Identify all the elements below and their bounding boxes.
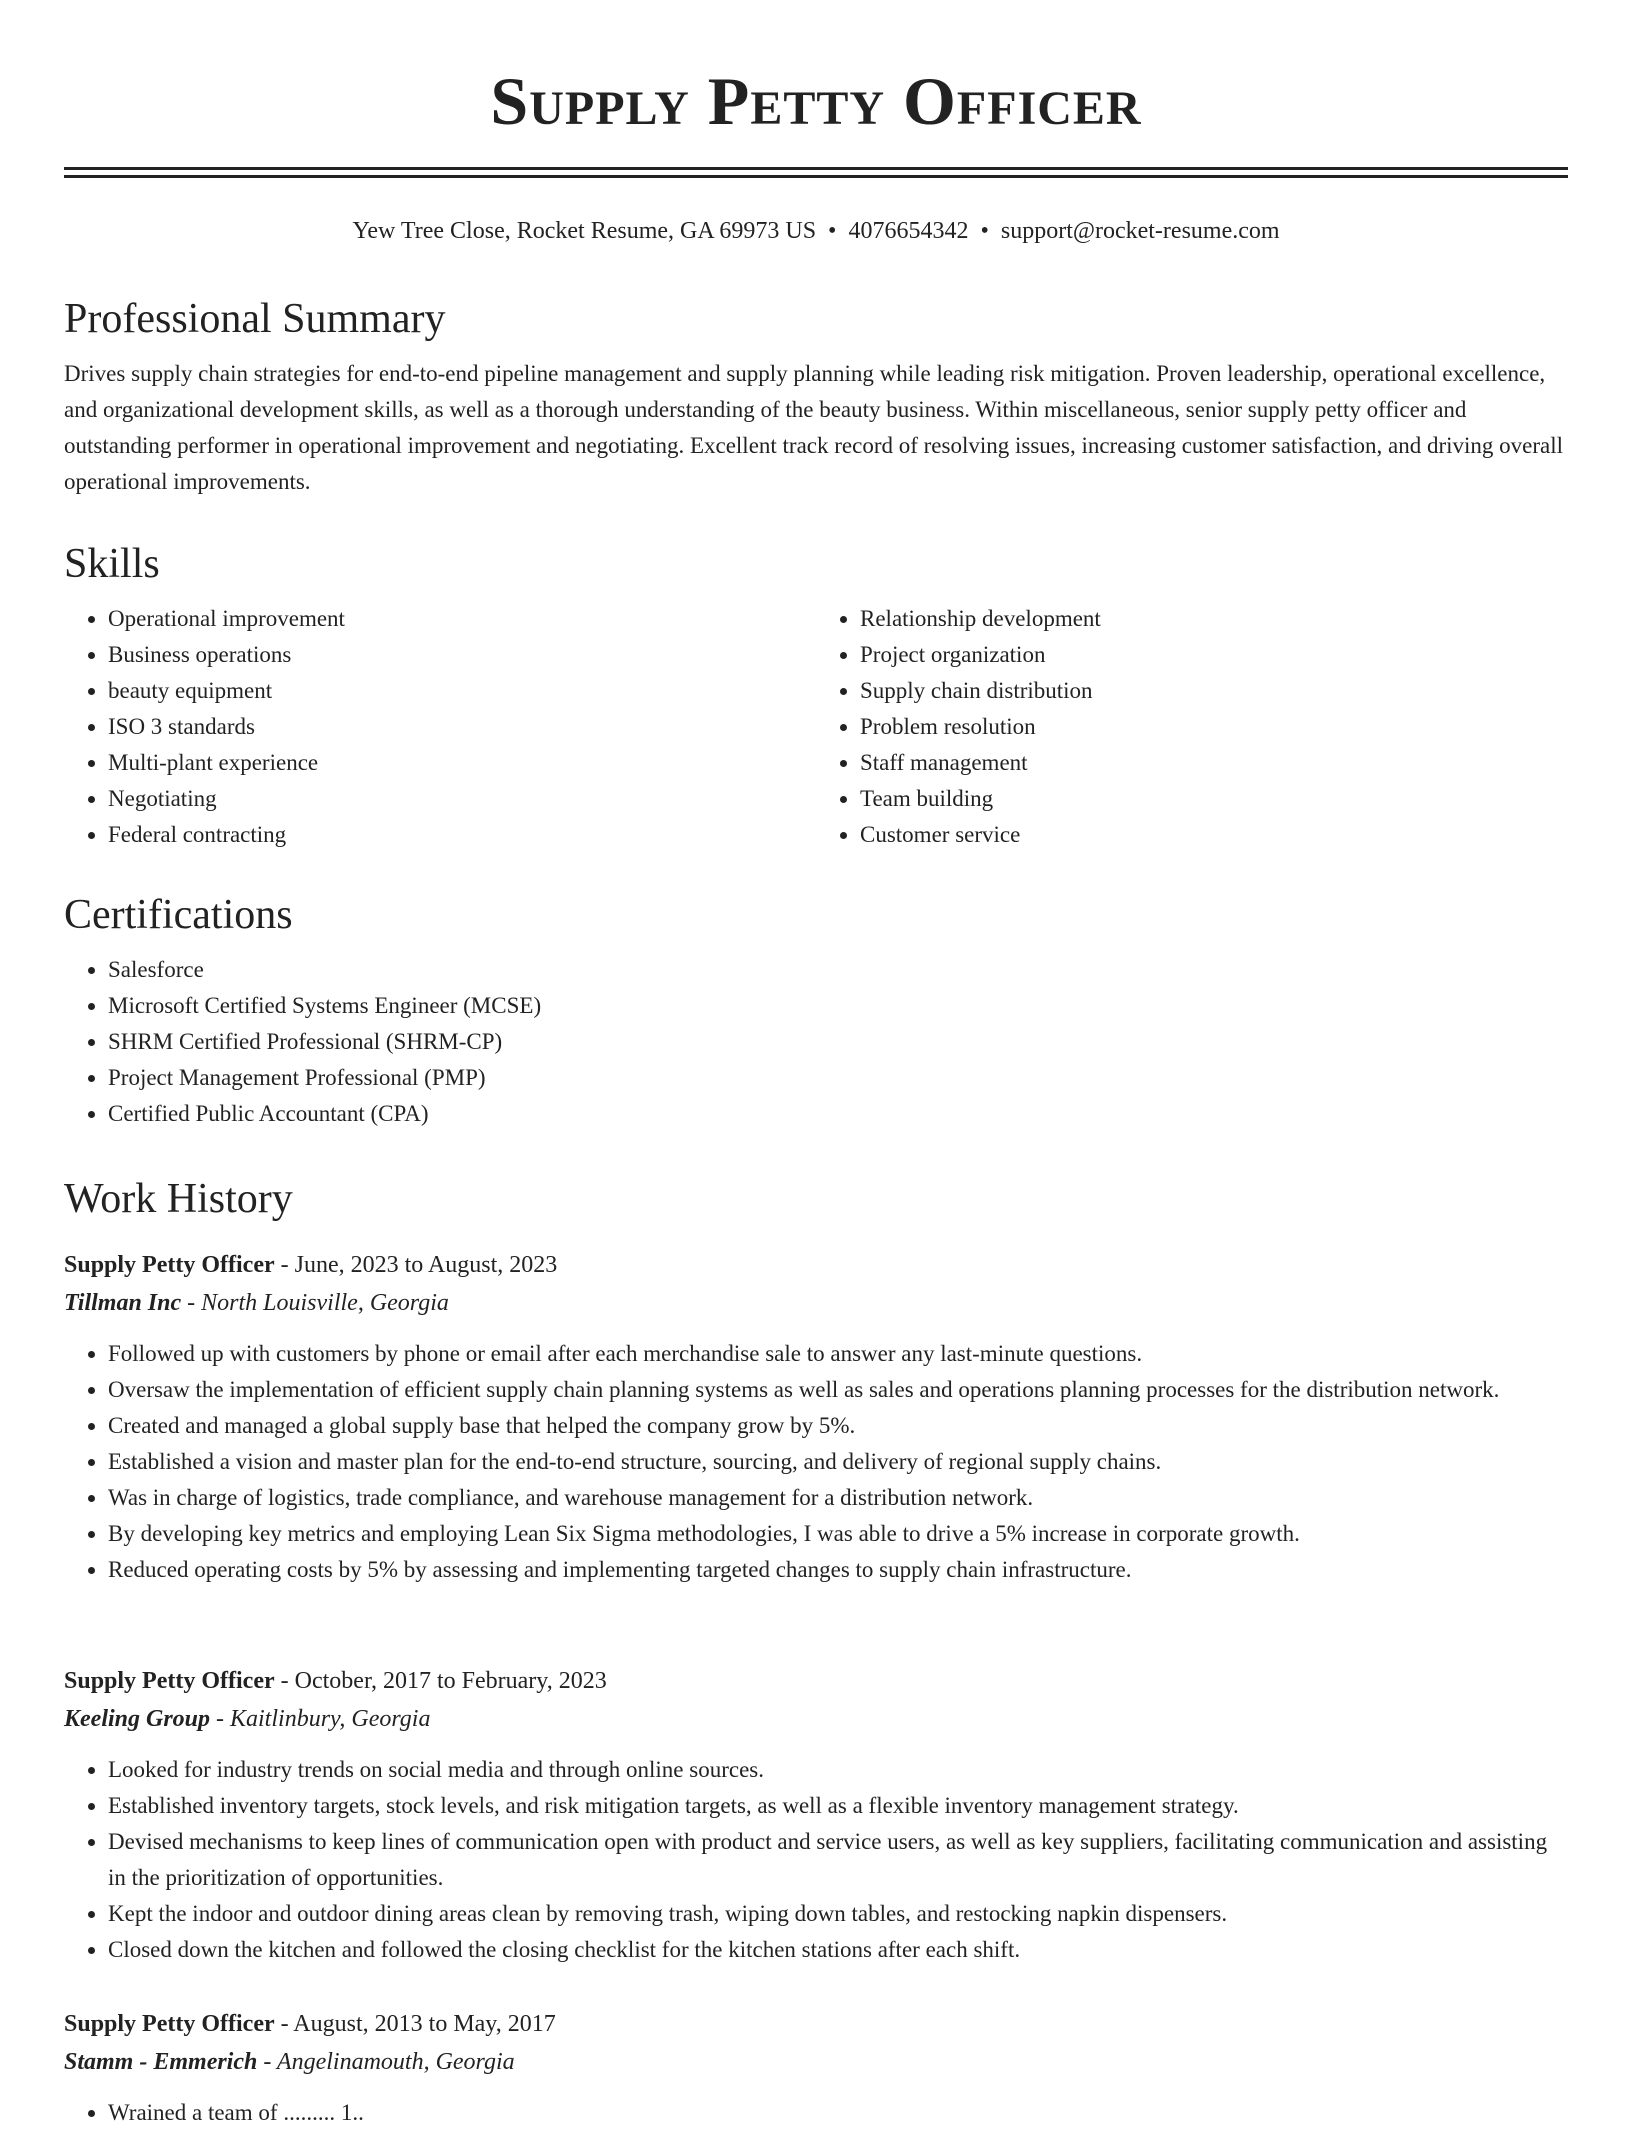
job-bullet: • Closed down the kitchen and followed the closing checklist for the kitchen stations after each shift. bbox=[108, 1932, 1568, 1968]
certification-item: • Certified Public Accountant (CPA) bbox=[108, 1096, 1568, 1132]
skill-item: • Federal contracting bbox=[108, 817, 816, 853]
job-bullet: • Established inventory targets, stock levels, and risk mitigation targets, as well as a flexible inventory management strategy. bbox=[108, 1788, 1568, 1824]
skill-item: • ISO 3 standards bbox=[108, 709, 816, 745]
job-company: Keeling Group bbox=[64, 1706, 211, 1732]
summary-heading: Professional Summary bbox=[64, 296, 446, 342]
summary-section bbox=[64, 291, 1568, 500]
skills-heading: Skills bbox=[64, 541, 160, 587]
job-bullet: • Oversaw the implementation of efficient supply chain planning systems as well as sales and operations planning processes for the distribution network. bbox=[108, 1372, 1568, 1408]
job-bullets bbox=[64, 1336, 1568, 1588]
certification-item: • Project Management Professional (PMP) bbox=[108, 1060, 1568, 1096]
skill-item: • Multi-plant experience bbox=[108, 745, 816, 781]
job-company: Tillman Inc bbox=[64, 1290, 182, 1316]
contact-separator: • bbox=[980, 218, 989, 244]
contact-address: Yew Tree Close, Rocket Resume, GA 69973 US bbox=[352, 218, 817, 244]
job-company-line bbox=[64, 1284, 1568, 1322]
job-company-line bbox=[64, 2043, 1568, 2081]
job-location: - Kaitlinbury, Georgia bbox=[210, 1706, 431, 1732]
header-rule-bottom bbox=[64, 175, 1568, 178]
job-dates: - June, 2023 to August, 2023 bbox=[274, 1252, 558, 1278]
work-history-heading: Work History bbox=[64, 1176, 293, 1222]
job-entry bbox=[64, 1246, 1568, 1588]
job-bullet: • Created and managed a global supply base that helped the company grow by 5%. bbox=[108, 1408, 1568, 1444]
skills-list-left bbox=[64, 601, 816, 853]
job-bullets bbox=[64, 2095, 1568, 2131]
skills-columns bbox=[64, 601, 1568, 853]
job-title: Supply Petty Officer bbox=[64, 1252, 275, 1278]
job-bullet: • Looked for industry trends on social media and through online sources. bbox=[108, 1752, 1568, 1788]
contact-separator: • bbox=[828, 218, 837, 244]
job-bullet: • Reduced operating costs by 5% by assessing and implementing targeted changes to supply chain infrastructure. bbox=[108, 1552, 1568, 1588]
skill-item: • Customer service bbox=[860, 817, 1568, 853]
certification-item: • Microsoft Certified Systems Engineer (MCSE) bbox=[108, 988, 1568, 1024]
summary-text: Drives supply chain strategies for end-to-end pipeline management and supply planning while leading risk mitigation. Proven leadership, operational excellence, and organizational development skills, as well as a thorough understanding of the beauty business. Within miscellaneous, senior supply petty officer and outstanding performer in operational improvement and negotiating. Excellent track record of resolving issues, increasing customer satisfaction, and driving overall operational improvements. bbox=[64, 361, 1564, 494]
contact-email: support@rocket-resume.com bbox=[1000, 218, 1280, 244]
job-entry bbox=[64, 2005, 1568, 2131]
certification-item: • Salesforce bbox=[108, 952, 1568, 988]
certification-item: • SHRM Certified Professional (SHRM-CP) bbox=[108, 1024, 1568, 1060]
job-location: - North Louisville, Georgia bbox=[181, 1290, 449, 1316]
job-company-line bbox=[64, 1700, 1568, 1738]
skill-item: • Business operations bbox=[108, 637, 816, 673]
skills-list-right bbox=[816, 601, 1568, 853]
job-title: Supply Petty Officer bbox=[64, 2011, 275, 2037]
skill-item: • Operational improvement bbox=[108, 601, 816, 637]
job-company: Stamm - Emmerich bbox=[64, 2049, 258, 2075]
skill-item: • Negotiating bbox=[108, 781, 816, 817]
job-title: Supply Petty Officer bbox=[64, 1668, 275, 1694]
job-entry bbox=[64, 1662, 1568, 1968]
job-bullet: • By developing key metrics and employing Lean Six Sigma methodologies, I was able to drive a 5% increase in corporate growth. bbox=[108, 1516, 1568, 1552]
skill-item: • Problem resolution bbox=[860, 709, 1568, 745]
skill-item: • Relationship development bbox=[860, 601, 1568, 637]
job-title-line bbox=[64, 2005, 1568, 2043]
skill-item: • Team building bbox=[860, 781, 1568, 817]
job-bullets bbox=[64, 1752, 1568, 1968]
job-bullet: • Followed up with customers by phone or email after each merchandise sale to answer any last-minute questions. bbox=[108, 1336, 1568, 1372]
header-rule-top bbox=[64, 167, 1568, 170]
job-bullet: • Kept the indoor and outdoor dining areas clean by removing trash, wiping down tables, and restocking napkin dispensers. bbox=[108, 1896, 1568, 1932]
skill-item: • Supply chain distribution bbox=[860, 673, 1568, 709]
skill-item: • Project organization bbox=[860, 637, 1568, 673]
job-bullet: • Devised mechanisms to keep lines of communication open with product and service users, as well as key suppliers, facilitating communication and assisting in the prioritization of opportunities. bbox=[108, 1824, 1568, 1896]
certifications-list bbox=[64, 952, 1568, 1132]
work-history-section bbox=[64, 1171, 1568, 1227]
job-location: - Angelinamouth, Georgia bbox=[257, 2049, 515, 2075]
contact-phone: 4076654342 bbox=[848, 218, 969, 244]
skill-item: • Staff management bbox=[860, 745, 1568, 781]
job-dates: - August, 2013 to May, 2017 bbox=[274, 2011, 556, 2037]
job-bullet: • Established a vision and master plan for the end-to-end structure, sourcing, and delivery of regional supply chains. bbox=[108, 1444, 1568, 1480]
job-bullet: • Wrained a team of ......... 1.. bbox=[108, 2095, 1568, 2131]
certifications-heading: Certifications bbox=[64, 892, 293, 938]
resume-name: Supply Petty Officer bbox=[490, 63, 1142, 139]
job-title-line bbox=[64, 1246, 1568, 1284]
job-title-line bbox=[64, 1662, 1568, 1700]
job-dates: - October, 2017 to February, 2023 bbox=[274, 1668, 607, 1694]
skills-section bbox=[64, 536, 1568, 853]
job-bullet: • Was in charge of logistics, trade compliance, and warehouse management for a distribution network. bbox=[108, 1480, 1568, 1516]
skill-item: • beauty equipment bbox=[108, 673, 816, 709]
certifications-section bbox=[64, 887, 1568, 1132]
contact-line bbox=[64, 214, 1568, 248]
